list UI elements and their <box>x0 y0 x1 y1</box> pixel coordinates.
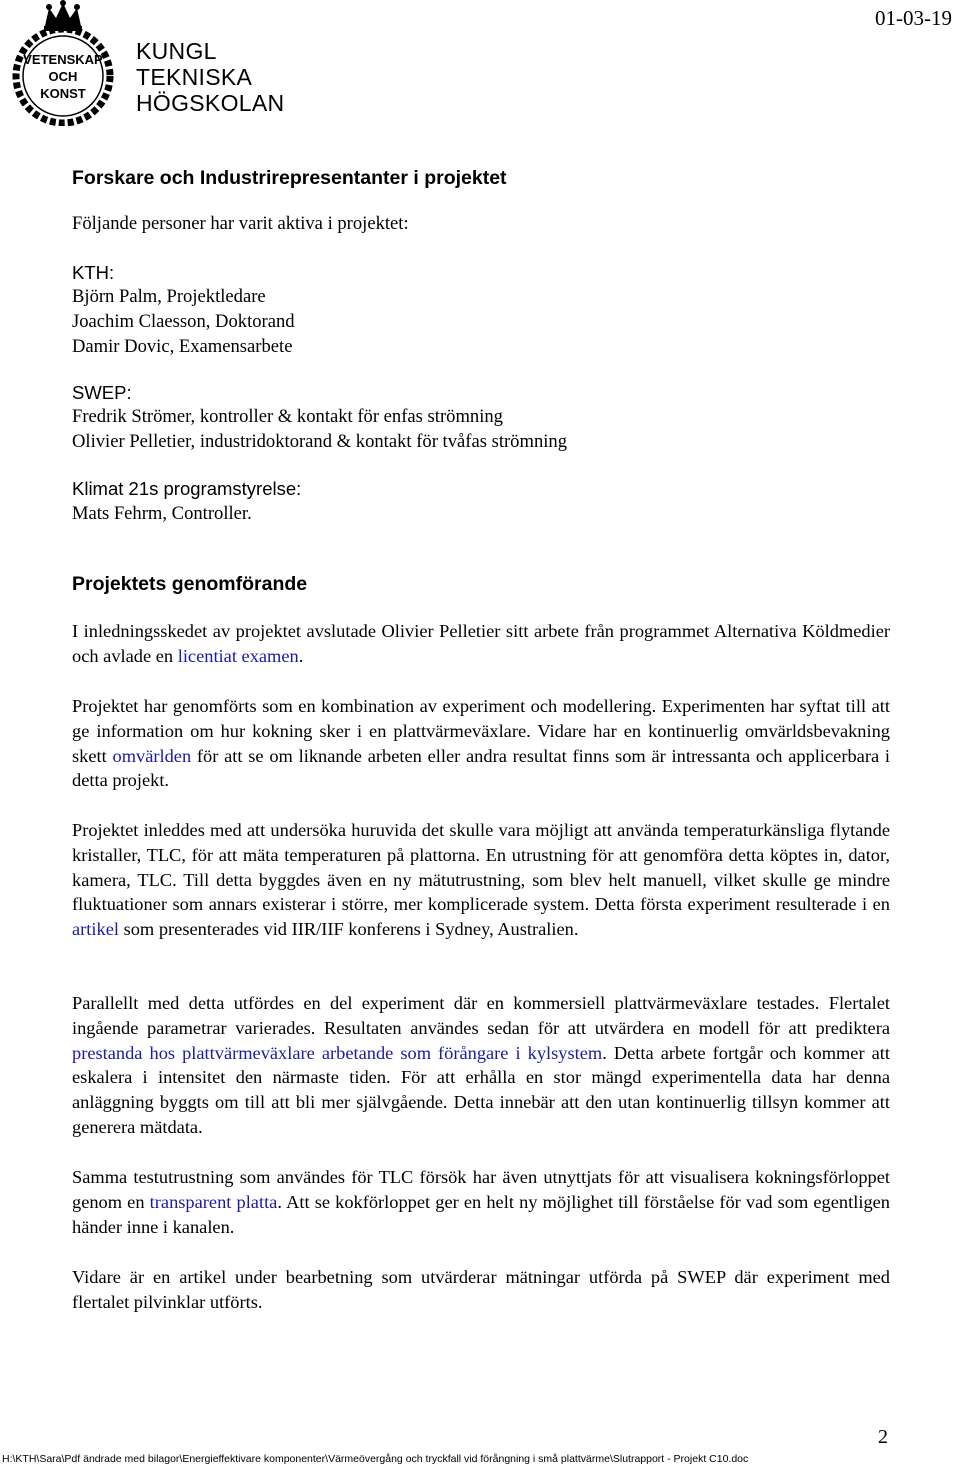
kth-person: Damir Dovic, Examensarbete <box>72 336 293 357</box>
kth-person: Björn Palm, Projektledare <box>72 286 266 307</box>
paragraph-text: I inledningsskedet av projektet avslutade Olivier Pelletier sitt arbete från programmet Alternativa Köldmedier och avlade en <box>72 621 890 666</box>
paragraph-6: Vidare är en artikel under bearbetning som utvärderar mätningar utförda på SWEP där experiment med flertalet pilvinklar utförts. <box>72 1267 890 1312</box>
link-licentiat[interactable]: licentiat examen <box>177 645 299 666</box>
paragraph-text: som presenterades vid IIR/IIF konferens i Sydney, Australien. <box>118 919 579 940</box>
seal-text-line-1: VETENSKAP <box>23 52 103 67</box>
swep-label: SWEP: <box>72 382 132 403</box>
paragraph-1 <box>72 619 890 669</box>
link-artikel[interactable]: artikel <box>72 919 119 940</box>
seal-text-line-3: KONST <box>40 86 86 101</box>
paragraph-text: Projektet har genomförts som en kombination av experiment och modellering. Experimenten har syftat till att ge information om hur kokning sker i en plattvärmeväxlare. Vidare har en kontinuerlig omvärldsbevakning skett <box>72 696 890 766</box>
klimat-person: Mats Fehrm, Controller. <box>72 503 252 524</box>
paragraph-5 <box>72 1165 890 1239</box>
paragraph-text: . <box>298 645 304 666</box>
link-prestanda[interactable]: prestanda hos plattvärmeväxlare arbetande som förångare i kylsystem <box>72 1042 603 1063</box>
klimat-label: Klimat 21s programstyrelse: <box>72 478 302 499</box>
swep-person: Fredrik Strömer, kontroller & kontakt för enfas strömning <box>72 406 503 427</box>
intro-text: Följande personer har varit aktiva i projektet: <box>72 213 409 234</box>
kth-label: KTH: <box>72 262 115 283</box>
kth-person: Joachim Claesson, Doktorand <box>72 311 295 332</box>
document-date: 01-03-19 <box>875 6 952 30</box>
seal-text-line-2: OCH <box>48 69 78 84</box>
institution-line-1: KUNGL <box>136 38 217 64</box>
kth-seal-icon <box>2 0 124 126</box>
paragraph-4 <box>72 991 890 1140</box>
paragraph-text: . Att se kokförloppet ger en helt ny möjlighet till förståelse för vad som egentligen händer inne i kanalen. <box>72 1191 890 1237</box>
paragraph-2 <box>72 694 890 793</box>
paragraph-text: för att se om liknande arbeten eller andra resultat finns som är intressanta och applicerbara i detta projekt. <box>72 745 890 791</box>
institution-line-3: HÖGSKOLAN <box>136 90 285 116</box>
swep-person: Olivier Pelletier, industridoktorand & kontakt för tvåfas strömning <box>72 431 567 452</box>
paragraph-text: Parallellt med detta utfördes en del experiment där en kommersiell plattvärmeväxlare testades. Flertalet ingående parametrar varierades. Resultaten användes sedan för att utvärdera en modell för att prediktera <box>72 993 890 1038</box>
paragraph-text: . Detta arbete fortgår och kommer att eskalera i intensitet den närmaste tiden. För att erhålla en stor mängd experimentella data har denna anläggning byggts om till att bli mer självgående. Detta innebär att den utan kontinuerlig tillsyn kommer att generera mätdata. <box>72 1042 890 1137</box>
file-path-footer: H:\KTH\Sara\Pdf ändrade med bilagor\Energieffektivare komponenter\Värmeövergång och tryckfall vid förångning i små plattvärme\Slutrapport - Projekt C10.doc <box>2 1453 749 1465</box>
paragraph-text: Projektet inleddes med att undersöka huruvida det skulle vara möjligt att använda temperaturkänsliga flytande kristaller, TLC, för att mäta temperaturen på plattorna. En utrustning för att genomföra detta köptes in, dator, kamera, TLC. Till detta byggdes även en ny mätutrustning, som blev helt manuell, vilket skulle ge mindre fluktuationer som annars existerar i större, mer komplicerade system. Detta första experiment resulterade i en <box>72 820 890 915</box>
institution-name <box>136 38 284 116</box>
paragraph-text: Samma testutrustning som användes för TLC försök har även utnyttjats för att visualisera kokningsförloppet genom en <box>72 1167 890 1212</box>
paragraph-3 <box>72 818 890 942</box>
link-omvarlden[interactable]: omvärlden <box>112 745 192 766</box>
kth-logo <box>2 0 285 126</box>
section-heading-participants: Forskare och Industrirepresentanter i projektet <box>72 167 507 189</box>
section-heading-execution: Projektets genomförande <box>72 573 308 595</box>
link-transparent-platta[interactable]: transparent platta <box>149 1191 278 1212</box>
institution-line-2: TEKNISKA <box>136 64 253 90</box>
page-number: 2 <box>878 1426 888 1448</box>
